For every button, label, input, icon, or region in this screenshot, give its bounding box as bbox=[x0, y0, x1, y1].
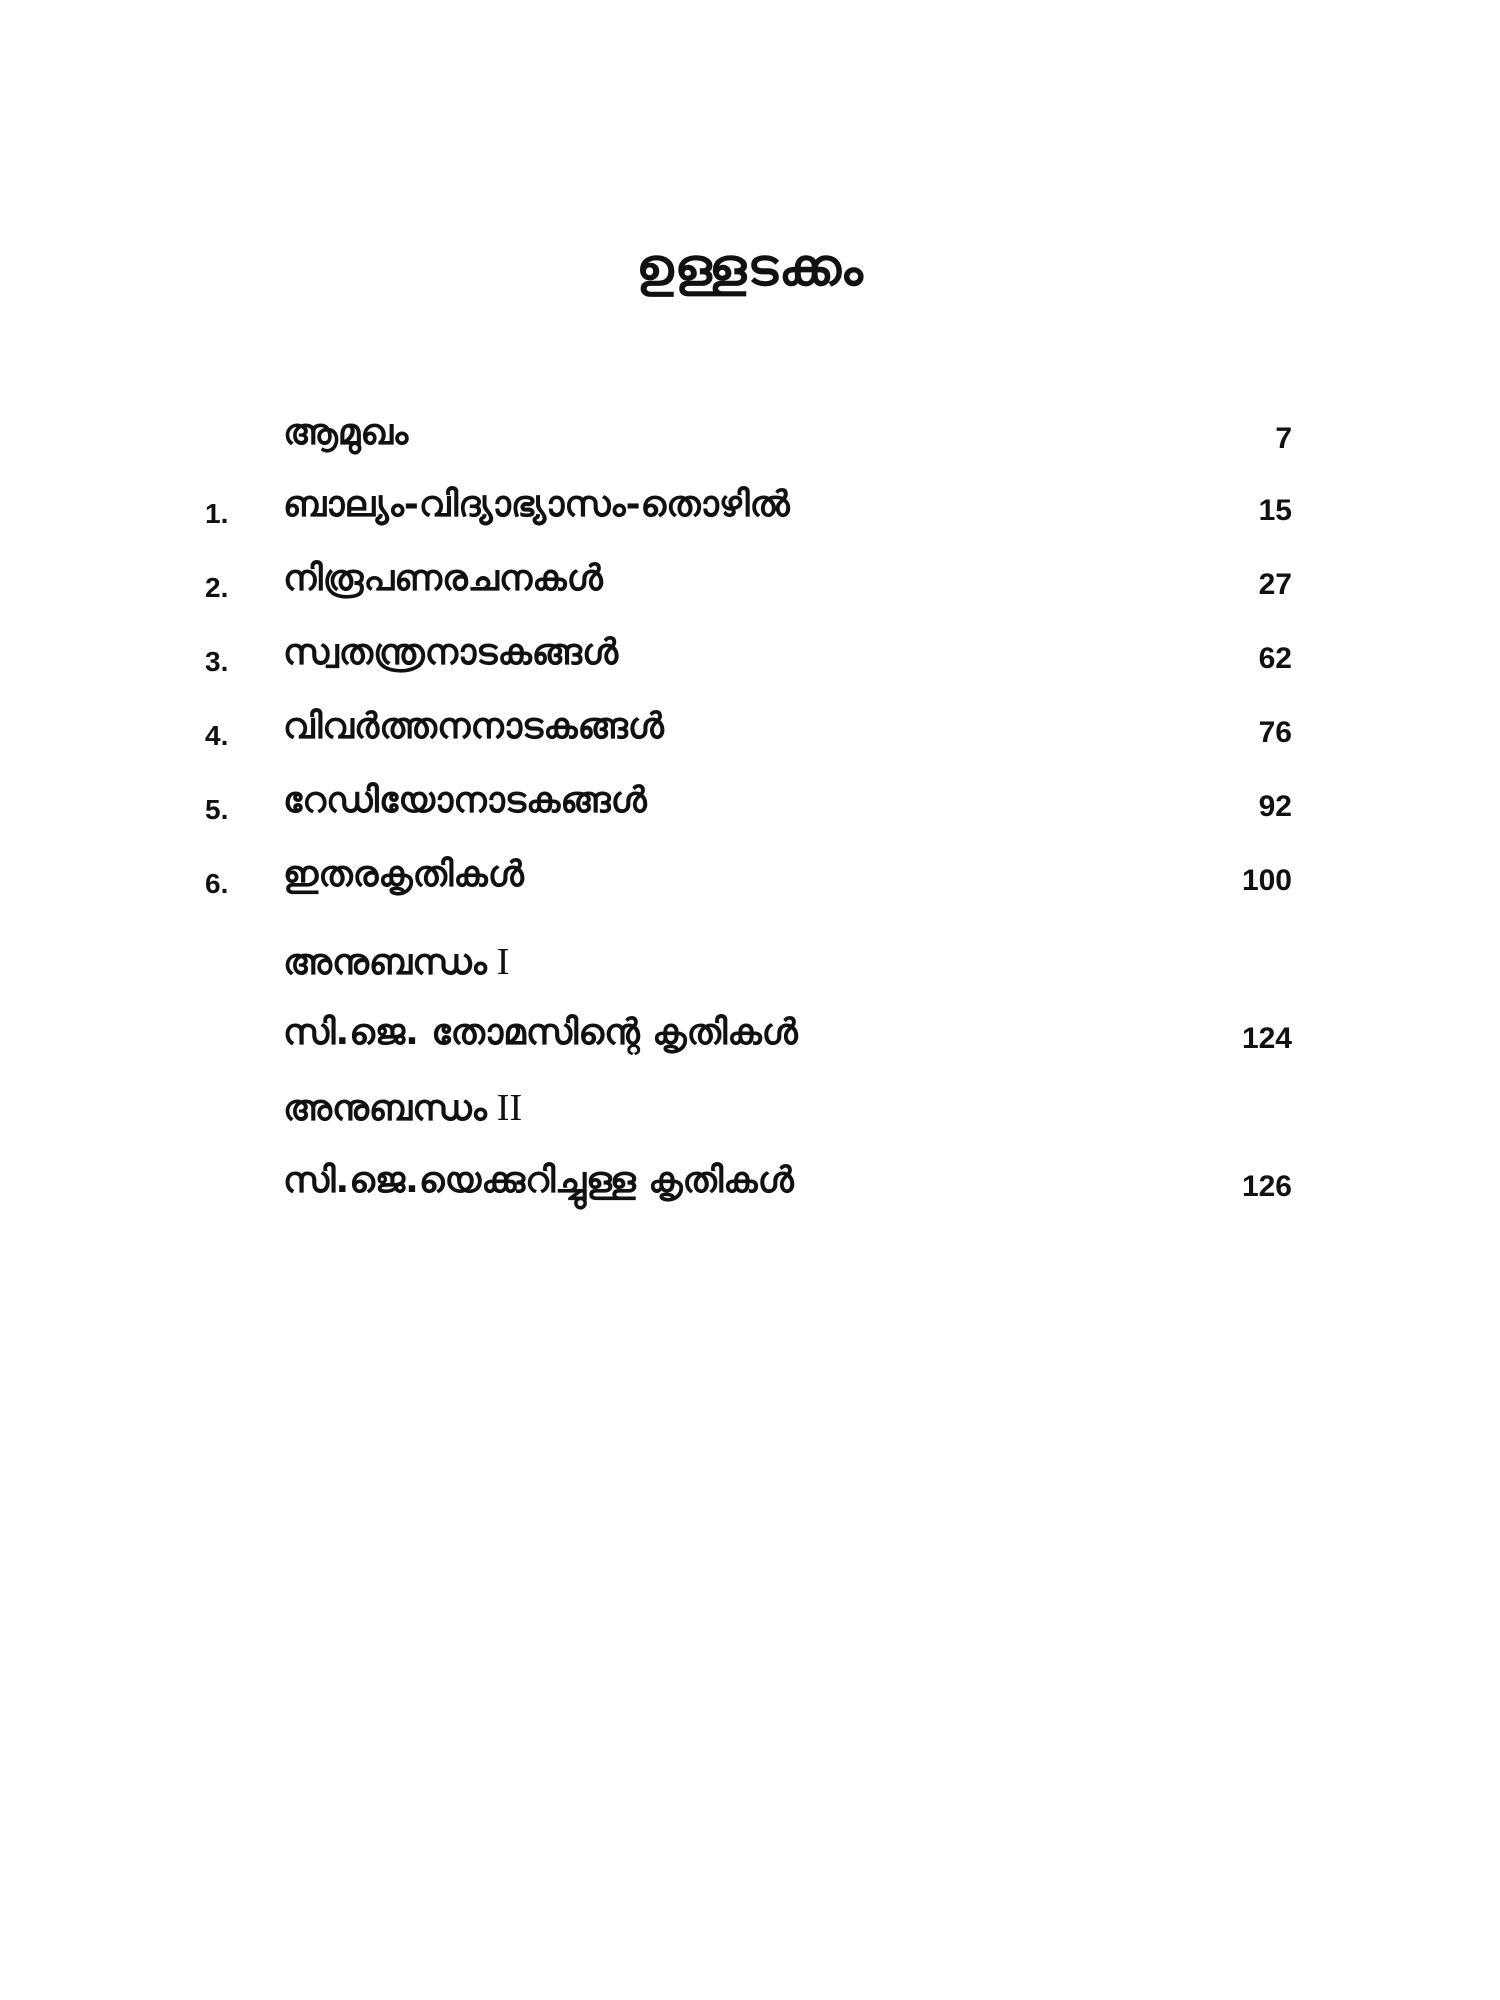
entry-number: 2. bbox=[205, 572, 229, 603]
entry-title: റേഡിയോനാടകങ്ങൾ bbox=[283, 780, 647, 821]
entry-page: 126 bbox=[1241, 1170, 1292, 1203]
appendix-title bbox=[283, 1086, 522, 1130]
toc-row bbox=[0, 554, 1500, 614]
toc-row bbox=[0, 776, 1500, 836]
appendix-title bbox=[283, 940, 509, 984]
entry-page: 15 bbox=[1258, 494, 1292, 527]
entry-title: ആമുഖം bbox=[283, 412, 409, 453]
entry-title: നിരൂപണരചനകൾ bbox=[283, 558, 603, 599]
toc-row bbox=[0, 1156, 1500, 1216]
appendix-heading bbox=[0, 936, 1500, 996]
toc-row bbox=[0, 702, 1500, 762]
entry-page: 100 bbox=[1241, 864, 1292, 897]
entry-page: 27 bbox=[1258, 568, 1292, 601]
entry-page: 92 bbox=[1258, 790, 1292, 823]
entry-number: 3. bbox=[205, 646, 229, 677]
toc-row bbox=[0, 628, 1500, 688]
entry-title: സി.ജെ. തോമസിന്റെ കൃതികൾ bbox=[283, 1012, 798, 1053]
appendix-label: അനുബന്ധം bbox=[283, 942, 487, 983]
toc-row bbox=[0, 850, 1500, 910]
entry-title: ഇതരകൃതികൾ bbox=[283, 854, 524, 895]
entry-number: 6. bbox=[205, 868, 229, 899]
appendix-roman: I bbox=[496, 941, 510, 983]
entry-title: സി.ജെ.യെക്കുറിച്ചുള്ള കൃതികൾ bbox=[283, 1160, 794, 1201]
page-title: ഉള്ളടക്കം bbox=[636, 238, 864, 298]
entry-title: വിവർത്തനനാടകങ്ങൾ bbox=[283, 706, 664, 747]
entry-page: 62 bbox=[1258, 642, 1292, 675]
entry-title: സ്വതന്ത്രനാടകങ്ങൾ bbox=[283, 632, 619, 673]
appendix-heading bbox=[0, 1082, 1500, 1142]
toc-row bbox=[0, 408, 1500, 468]
entry-title: ബാല്യം-വിദ്യാഭ്യാസം-തൊഴിൽ bbox=[283, 484, 790, 525]
entry-number: 4. bbox=[205, 720, 229, 751]
entry-number: 1. bbox=[205, 498, 229, 529]
entry-page: 124 bbox=[1241, 1022, 1292, 1055]
appendix-roman: II bbox=[496, 1087, 523, 1129]
entry-number: 5. bbox=[205, 794, 229, 825]
toc-row bbox=[0, 480, 1500, 540]
entry-page: 76 bbox=[1258, 716, 1292, 749]
entry-page: 7 bbox=[1275, 422, 1292, 455]
appendix-label: അനുബന്ധം bbox=[283, 1088, 487, 1129]
toc-row bbox=[0, 1008, 1500, 1068]
